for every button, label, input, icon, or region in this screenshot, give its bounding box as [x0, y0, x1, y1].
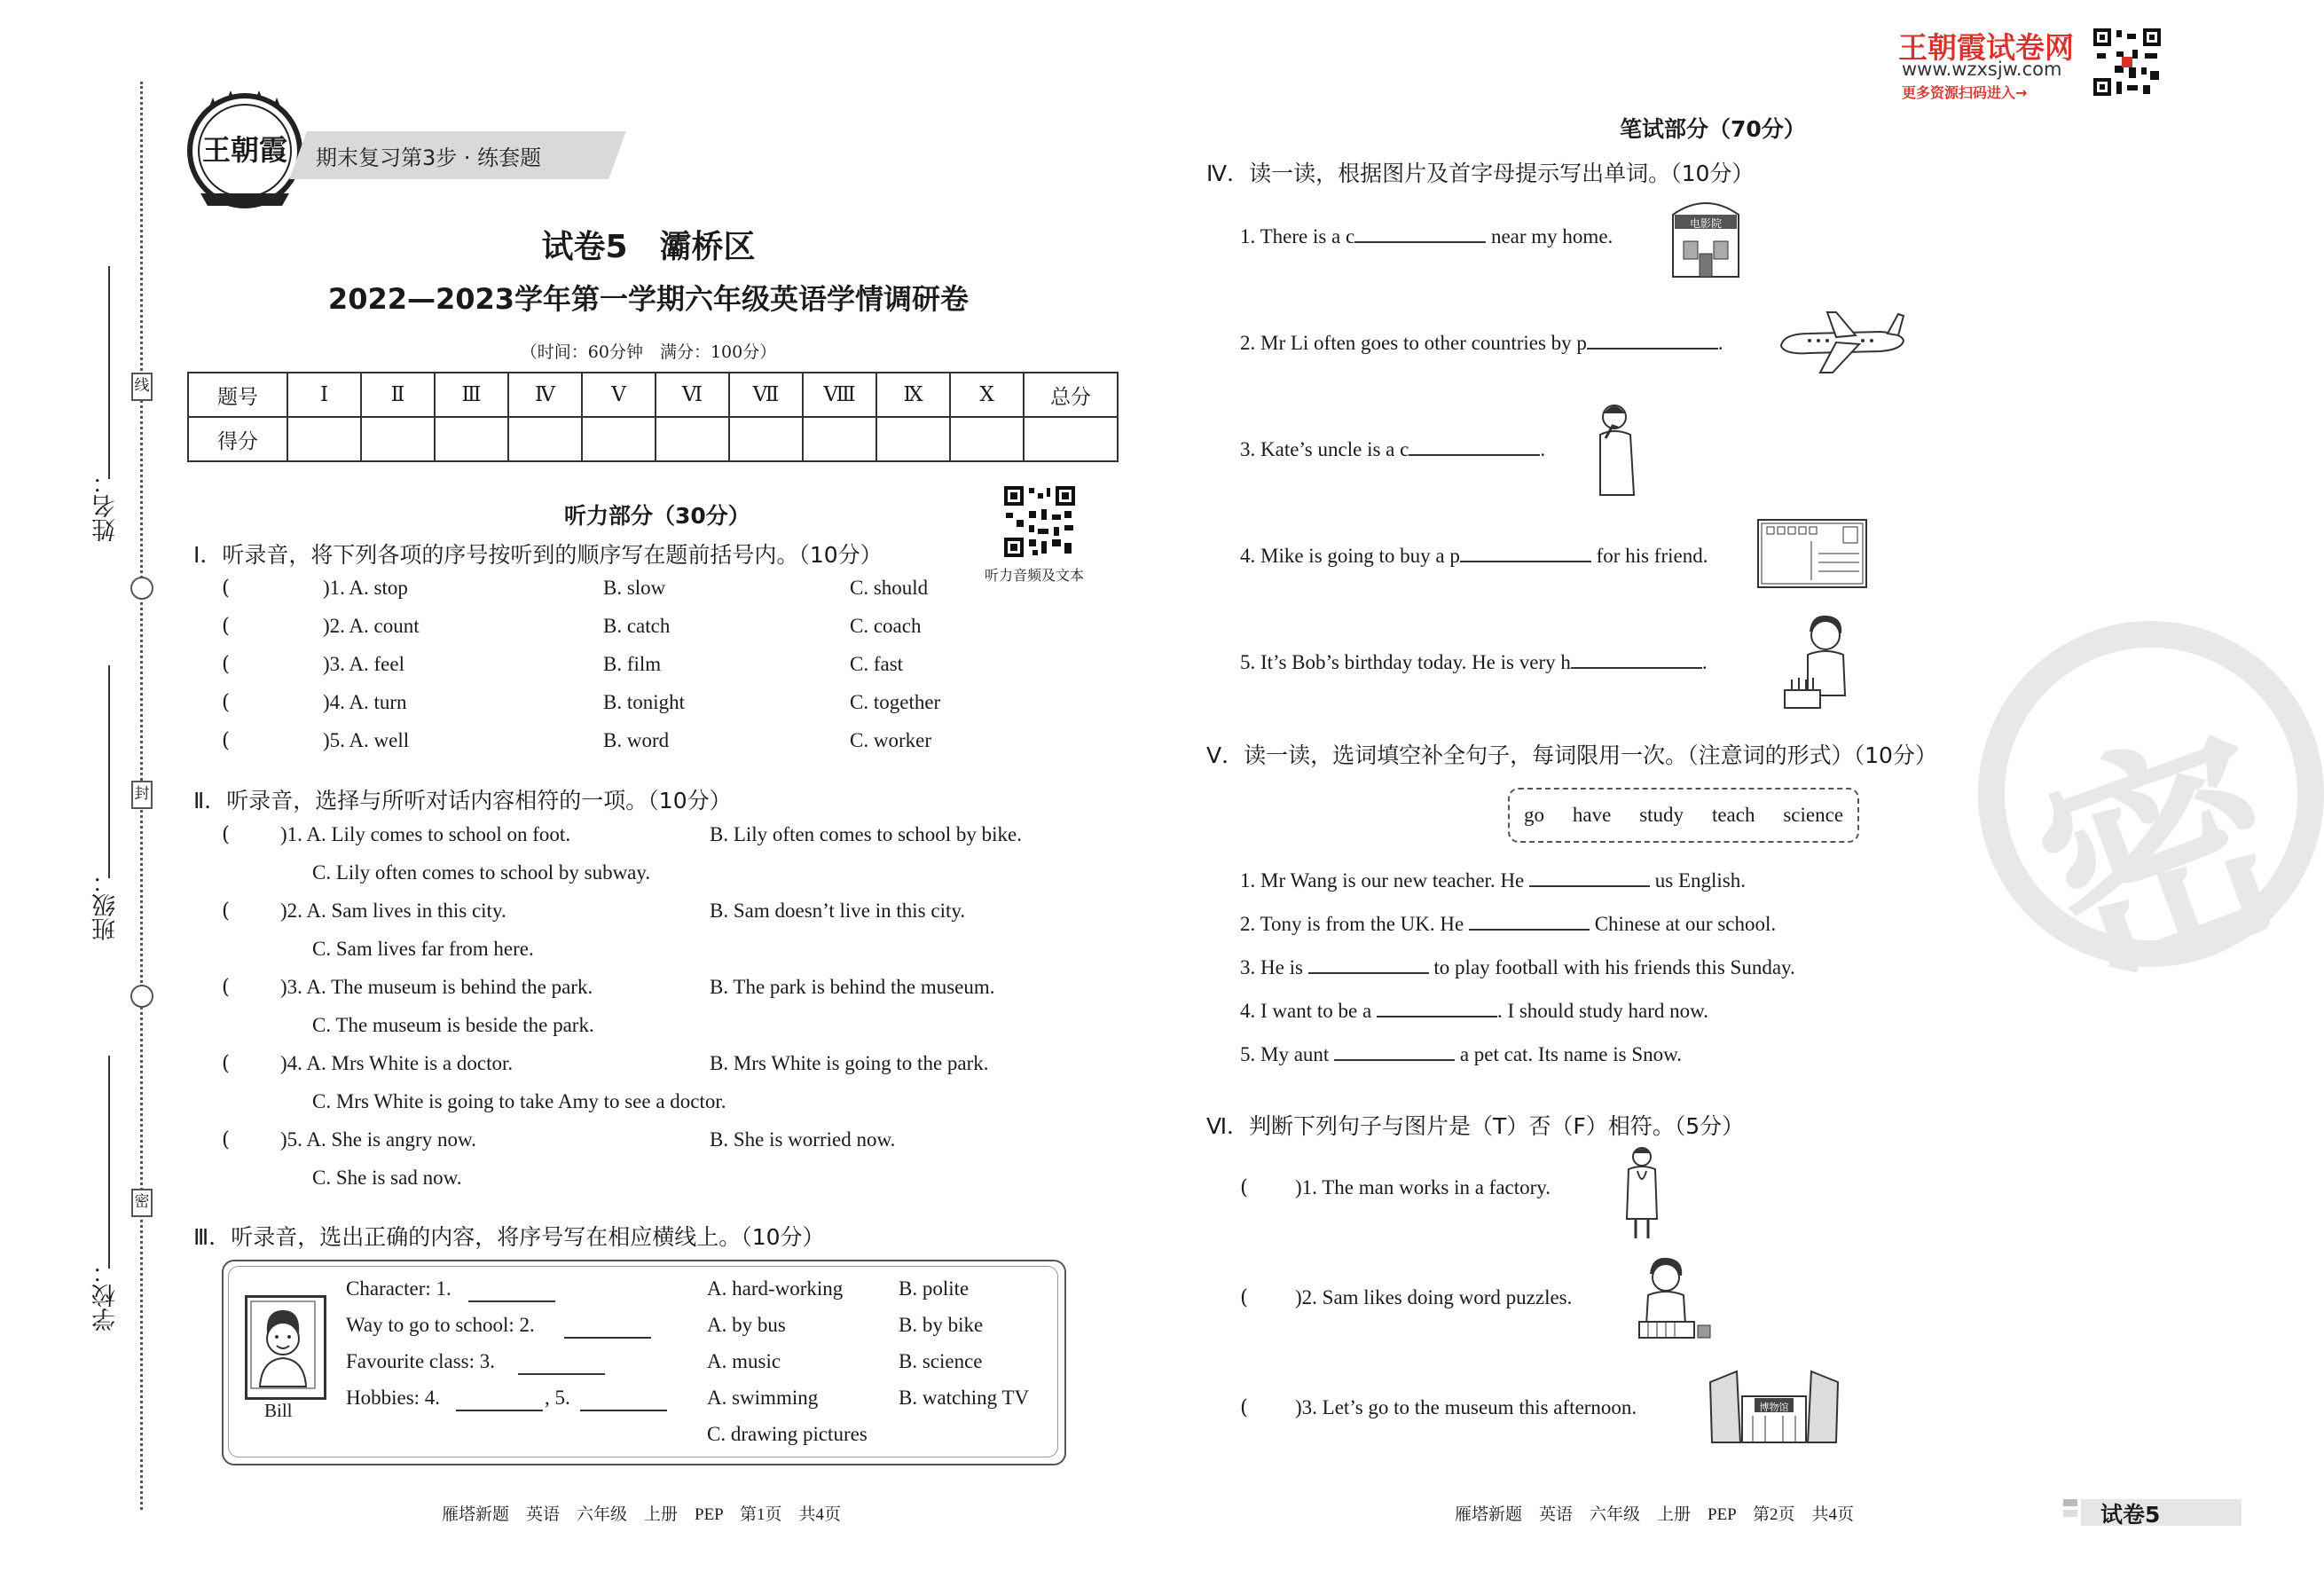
score-header-cell: Ⅷ [803, 373, 876, 417]
score-row-label: 得分 [188, 417, 287, 461]
section-3-title: Ⅲ．听录音，选出正确的内容，将序号写在相应横线上。（10分） [193, 1224, 825, 1250]
section-5-item-5 [1240, 1043, 1682, 1066]
site-hint: 更多资源扫码进入→ [1902, 84, 2028, 101]
row-label: Favourite class: 3. [346, 1350, 495, 1372]
section-4-item-4 [1240, 545, 1708, 568]
answer-blank[interactable] [1529, 885, 1650, 887]
cinema-picture [1668, 188, 1744, 284]
option-c: C. should [850, 577, 929, 599]
answer-bracket[interactable]: ( [222, 1128, 230, 1151]
answer-bracket[interactable]: ( [222, 900, 230, 923]
sentence-start: 3. He is [1240, 956, 1308, 978]
score-header-cell: Ⅱ [361, 373, 435, 417]
score-cell[interactable] [950, 417, 1024, 461]
row-label-2: , 5. [545, 1387, 570, 1409]
sentence-end: . [1717, 332, 1723, 354]
binding-hole-2 [130, 985, 153, 1008]
class-label: 班级： [92, 869, 120, 941]
section-5-item-2 [1240, 913, 1776, 936]
answer-bracket[interactable]: ( [222, 1052, 230, 1075]
sentence-start: 4. Mike is going to buy a p [1240, 545, 1460, 567]
option-b: B. watching TV [899, 1387, 1030, 1409]
row-label: Hobbies: 4. [346, 1387, 441, 1409]
sentence-start: 5. My aunt [1240, 1043, 1335, 1065]
score-header-cell: 总分 [1024, 373, 1118, 417]
section-4-item-3 [1240, 438, 1545, 461]
qr-caption: 听力音频及文本 [985, 567, 1085, 584]
statement-2: )2. Sam likes doing word puzzles. [1295, 1286, 1573, 1308]
score-cell[interactable] [876, 417, 950, 461]
answer-bracket[interactable]: ( [222, 729, 230, 752]
option-c: C. fast [850, 653, 904, 675]
site-qr-icon[interactable] [2092, 27, 2163, 98]
option-b: B. science [899, 1350, 983, 1372]
section-5-title: Ⅴ．读一读，选词填空补全句子，每词限用一次。（注意词的形式）（10分） [1206, 742, 1937, 768]
option-b: B. film [603, 653, 662, 675]
time-info: （时间：60分钟 满分：100分） [520, 342, 777, 362]
word-bank [1508, 788, 1859, 843]
score-cell[interactable] [729, 417, 803, 461]
sentence-end: us English. [1650, 869, 1747, 892]
series-label: 期末复习第3步 · 练套题 [316, 145, 542, 170]
written-title: 笔试部分（70分） [1620, 116, 1806, 142]
option-a: A. swimming [707, 1387, 819, 1409]
score-header-cell: Ⅹ [950, 373, 1024, 417]
option-b: B. tonight [603, 691, 686, 713]
answer-bracket[interactable]: ( [1240, 1396, 1248, 1419]
score-cell[interactable] [435, 417, 508, 461]
list-item: )2. A. count [323, 615, 420, 637]
name-label: 姓名： [92, 470, 120, 542]
answer-blank-5[interactable] [580, 1410, 667, 1411]
option-c: C. The museum is beside the park. [312, 1014, 594, 1036]
answer-bracket[interactable]: ( [222, 615, 230, 638]
answer-bracket[interactable]: ( [222, 823, 230, 846]
score-table-score-row [188, 417, 1118, 461]
paper-title: 试卷5 灞桥区 [541, 229, 756, 265]
row-label: Character: 1. [346, 1277, 451, 1300]
museum-sign: 博物馆 [1759, 1402, 1789, 1413]
list-item: )4. A. turn [323, 691, 407, 713]
sentence-start: 5. It’s Bob’s birthday today. He is very h [1240, 651, 1571, 673]
section-2-title: Ⅱ．听录音，选择与所听对话内容相符的一项。（10分） [193, 788, 732, 813]
listening-title: 听力部分（30分） [564, 503, 750, 529]
secret-watermark: 密 [2007, 693, 2317, 1024]
word-bank-item: go [1523, 804, 1544, 826]
sentence-start: 2. Mr Li often goes to other countries by p [1240, 332, 1587, 354]
option-b: B. Lily often comes to school by bike. [710, 823, 1022, 845]
answer-blank[interactable] [1308, 972, 1429, 974]
brand-logo [183, 89, 307, 213]
site-url[interactable]: www.wzxsjw.com [1902, 59, 2062, 80]
score-cell[interactable] [1024, 417, 1118, 461]
section-4-item-5 [1240, 651, 1708, 674]
score-header-cell: Ⅶ [729, 373, 803, 417]
word-bank-item: have [1572, 804, 1612, 826]
name-line [108, 266, 110, 479]
option-c: C. Sam lives far from here. [312, 938, 534, 960]
statement-1: )1. The man works in a factory. [1295, 1176, 1551, 1198]
answer-blank[interactable] [1469, 929, 1590, 931]
section-5-item-3 [1240, 956, 1795, 979]
footer-paper-tag: 试卷5 [2100, 1502, 2161, 1528]
seal-char-xian: 线 [131, 373, 153, 401]
sentence-end: . [1540, 438, 1546, 460]
answer-blank[interactable] [1571, 667, 1702, 669]
option-a: A. hard-working [707, 1277, 844, 1300]
score-header-cell: Ⅰ [287, 373, 361, 417]
answer-bracket[interactable]: ( [222, 976, 230, 999]
school-line [108, 1056, 110, 1269]
sentence-end: near my home. [1486, 225, 1613, 247]
option-b: B. by bike [899, 1314, 984, 1336]
list-item: )3. A. feel [323, 653, 404, 675]
sentence-start: 4. I want to be a [1240, 1000, 1377, 1022]
sentence-start: 1. Mr Wang is our new teacher. He [1240, 869, 1530, 892]
footer-tab-mark [2063, 1499, 2077, 1506]
binding-hole-1 [130, 577, 153, 600]
answer-blank[interactable] [1377, 1016, 1497, 1017]
section-5-item-1 [1240, 869, 1746, 892]
statement-3: )3. Let’s go to the museum this afternoon. [1295, 1396, 1637, 1418]
airplane-picture [1774, 300, 1907, 383]
option-b: B. slow [603, 577, 666, 599]
score-header-cell: Ⅲ [435, 373, 508, 417]
answer-blank-1[interactable] [468, 1300, 555, 1302]
score-table-header-row [188, 373, 1118, 417]
sentence-end: Chinese at our school. [1589, 913, 1777, 935]
chef-picture [1588, 399, 1650, 500]
option-b: B. Sam doesn’t live in this city. [710, 900, 966, 922]
option-c: C. coach [850, 615, 922, 637]
section-1-title: Ⅰ．听录音，将下列各项的序号按听到的顺序写在题前括号内。（10分） [193, 542, 883, 568]
answer-blank[interactable] [1587, 348, 1718, 350]
list-item: )5. A. well [323, 729, 410, 751]
score-cell[interactable] [582, 417, 656, 461]
option-b: B. polite [899, 1277, 970, 1300]
footer-right: 雁塔新题 英语 六年级 上册 PEP 第2页 共4页 [1455, 1505, 1855, 1524]
option-c: C. She is sad now. [312, 1167, 462, 1189]
option-a: )4. A. Mrs White is a doctor. [280, 1052, 514, 1074]
answer-bracket[interactable]: ( [222, 691, 230, 714]
score-header-cell: Ⅵ [656, 373, 729, 417]
sentence-end: . [1701, 651, 1708, 673]
answer-blank[interactable] [1354, 241, 1486, 243]
score-cell[interactable] [508, 417, 582, 461]
score-header-cell: Ⅸ [876, 373, 950, 417]
score-cell[interactable] [803, 417, 876, 461]
bill-portrait [245, 1295, 326, 1400]
answer-blank-3[interactable] [518, 1373, 605, 1375]
score-cell[interactable] [656, 417, 729, 461]
cinema-sign: 电影院 [1689, 217, 1722, 230]
logo-text: 王朝霞 [201, 133, 287, 167]
footer-tab-mark [2063, 1510, 2077, 1517]
answer-bracket[interactable]: ( [222, 577, 230, 600]
answer-blank-4[interactable] [456, 1410, 543, 1411]
sentence-start: 1. There is a c [1240, 225, 1355, 247]
sentence-start: 3. Kate’s uncle is a c [1240, 438, 1409, 460]
word-bank-item: teach [1711, 804, 1755, 826]
puzzle-boy-picture [1634, 1254, 1714, 1347]
score-cell[interactable] [361, 417, 435, 461]
footer-left: 雁塔新题 英语 六年级 上册 PEP 第1页 共4页 [442, 1505, 842, 1524]
section-4-title: Ⅳ．读一读，根据图片及首字母提示写出单词。（10分） [1206, 161, 1755, 186]
option-a: )2. A. Sam lives in this city. [280, 900, 506, 922]
score-table [187, 372, 1119, 462]
option-a: A. by bus [707, 1314, 786, 1336]
seal-char-mi: 密 [131, 1189, 153, 1217]
list-item: )1. A. stop [323, 577, 408, 599]
row-label: Way to go to school: 2. [346, 1314, 535, 1336]
option-c: C. drawing pictures [707, 1423, 868, 1445]
word-bank-item: study [1639, 804, 1684, 826]
section-4-item-1 [1240, 225, 1613, 248]
answer-blank-2[interactable] [564, 1337, 651, 1339]
sentence-end: . I should study hard now. [1496, 1000, 1709, 1022]
answer-blank[interactable] [1460, 561, 1591, 562]
answer-bracket[interactable]: ( [1240, 1286, 1248, 1309]
class-line [108, 665, 110, 878]
score-cell[interactable] [287, 417, 361, 461]
score-header-cell: Ⅳ [508, 373, 582, 417]
answer-bracket[interactable]: ( [222, 653, 230, 676]
seal-char-feng: 封 [131, 781, 153, 809]
sentence-start: 2. Tony is from the UK. He [1240, 913, 1469, 935]
sentence-end: to play football with his friends this Sunday. [1428, 956, 1795, 978]
museum-picture [1707, 1366, 1841, 1450]
option-c: C. worker [850, 729, 931, 751]
option-b: B. Mrs White is going to the park. [710, 1052, 989, 1074]
section-6-title: Ⅵ．判断下列句子与图片是（T）否（F）相符。（5分） [1206, 1113, 1745, 1139]
option-b: B. The park is behind the museum. [710, 976, 995, 998]
answer-blank[interactable] [1334, 1059, 1455, 1061]
answer-blank[interactable] [1409, 454, 1540, 456]
doctor-picture [1620, 1144, 1664, 1245]
option-a: A. music [707, 1350, 781, 1372]
section-5-item-4 [1240, 1000, 1708, 1023]
option-b: B. word [603, 729, 670, 751]
option-a: )1. A. Lily comes to school on foot. [280, 823, 571, 845]
sentence-end: a pet cat. Its name is Snow. [1455, 1043, 1682, 1065]
sentence-end: for his friend. [1590, 545, 1708, 567]
option-c: C. Mrs White is going to take Amy to see a doctor. [312, 1090, 726, 1112]
option-c: C. together [850, 691, 941, 713]
answer-bracket[interactable]: ( [1240, 1176, 1248, 1199]
bill-caption: Bill [264, 1400, 293, 1421]
section-4-item-2 [1240, 332, 1723, 355]
exam-title: 2022—2023学年第一学期六年级英语学情调研卷 [327, 282, 970, 316]
postcard-picture [1756, 518, 1868, 593]
score-header-cell: 题号 [188, 373, 287, 417]
option-c: C. Lily often comes to school by subway. [312, 861, 651, 884]
option-b: B. catch [603, 615, 671, 637]
option-b: B. She is worried now. [710, 1128, 896, 1151]
option-a: )5. A. She is angry now. [280, 1128, 476, 1151]
score-header-cell: Ⅴ [582, 373, 656, 417]
option-a: )3. A. The museum is behind the park. [280, 976, 593, 998]
school-label: 学校： [92, 1260, 120, 1332]
site-name: 王朝霞试卷网 [1898, 30, 2074, 65]
word-bank-item: science [1783, 804, 1844, 826]
birthday-boy-picture [1781, 610, 1852, 720]
qr-code-icon[interactable] [1002, 484, 1077, 559]
